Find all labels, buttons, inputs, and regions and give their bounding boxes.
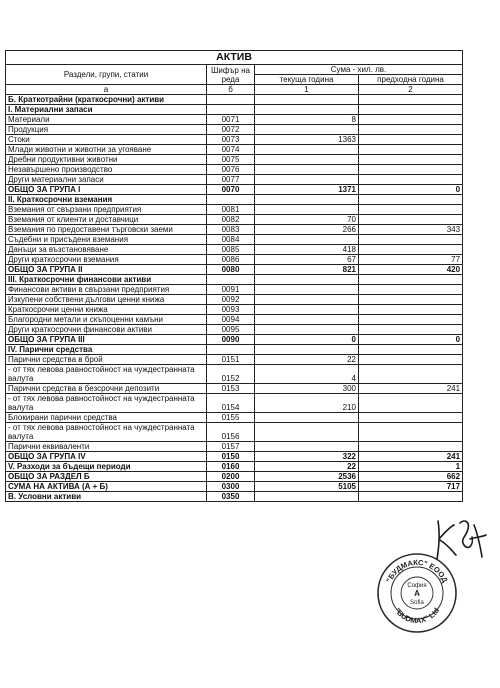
row-label: Дребни продуктивни животни	[6, 155, 207, 165]
row-current-year	[255, 175, 359, 185]
table-row	[6, 413, 463, 423]
table-row	[6, 205, 463, 215]
row-label: Материали	[6, 115, 207, 125]
table-row	[6, 442, 463, 452]
row-current-year: 70	[255, 215, 359, 225]
row-previous-year	[359, 105, 463, 115]
row-code: 0157	[207, 442, 255, 452]
row-label: Изкупени собствени дългови ценни книжа	[6, 295, 207, 305]
row-previous-year	[359, 413, 463, 423]
svg-text:"BUDMAX" Ltd: "BUDMAX" Ltd	[392, 606, 442, 626]
row-current-year: 8	[255, 115, 359, 125]
table-row	[6, 135, 463, 145]
table-row	[6, 145, 463, 155]
row-current-year	[255, 95, 359, 105]
row-label: Незавършено производство	[6, 165, 207, 175]
row-code: 0076	[207, 165, 255, 175]
row-label: Съдебни и присъдени вземания	[6, 235, 207, 245]
row-code: 0084	[207, 235, 255, 245]
row-label: Блокирани парични средства	[6, 413, 207, 423]
row-current-year	[255, 165, 359, 175]
row-code: 0300	[207, 482, 255, 492]
row-previous-year	[359, 442, 463, 452]
row-current-year: 0	[255, 335, 359, 345]
header-index-1: 1	[255, 85, 359, 95]
row-current-year: 4	[255, 365, 359, 384]
row-previous-year	[359, 365, 463, 384]
row-code: 0092	[207, 295, 255, 305]
row-current-year	[255, 492, 359, 502]
row-current-year: 418	[255, 245, 359, 255]
row-current-year	[255, 413, 359, 423]
table-row	[6, 125, 463, 135]
row-previous-year: 662	[359, 472, 463, 482]
row-label: Финансови активи в свързани предприятия	[6, 285, 207, 295]
row-label: Стоки	[6, 135, 207, 145]
row-previous-year	[359, 215, 463, 225]
row-previous-year: 343	[359, 225, 463, 235]
assets-table	[5, 50, 463, 502]
table-row	[6, 384, 463, 394]
row-label: I. Материални запаси	[6, 105, 207, 115]
row-current-year	[255, 145, 359, 155]
table-row	[6, 215, 463, 225]
row-current-year: 2536	[255, 472, 359, 482]
row-current-year: 67	[255, 255, 359, 265]
table-row	[6, 275, 463, 285]
row-code: 0154	[207, 394, 255, 413]
row-label: Парични еквиваленти	[6, 442, 207, 452]
row-code: 0094	[207, 315, 255, 325]
svg-text:A: A	[414, 589, 420, 598]
row-current-year	[255, 275, 359, 285]
row-current-year: 22	[255, 355, 359, 365]
table-row	[6, 315, 463, 325]
row-previous-year	[359, 95, 463, 105]
row-previous-year	[359, 275, 463, 285]
row-label: ОБЩО ЗА ГРУПА IV	[6, 452, 207, 462]
row-label: ОБЩО ЗА ГРУПА II	[6, 265, 207, 275]
row-code: 0155	[207, 413, 255, 423]
table-row	[6, 423, 463, 442]
table-row	[6, 492, 463, 502]
row-previous-year	[359, 125, 463, 135]
row-code	[207, 345, 255, 355]
row-current-year	[255, 442, 359, 452]
table-row	[6, 325, 463, 335]
row-current-year	[255, 235, 359, 245]
row-code	[207, 105, 255, 115]
table-row	[6, 295, 463, 305]
row-previous-year: 241	[359, 384, 463, 394]
row-code: 0072	[207, 125, 255, 135]
row-current-year	[255, 155, 359, 165]
row-label: Други краткосрочни вземания	[6, 255, 207, 265]
svg-text:Sofia: Sofia	[410, 600, 424, 606]
row-previous-year	[359, 295, 463, 305]
row-previous-year	[359, 325, 463, 335]
row-previous-year	[359, 305, 463, 315]
row-label: Вземания от клиенти и доставчици	[6, 215, 207, 225]
row-code: 0071	[207, 115, 255, 125]
company-stamp	[376, 552, 458, 634]
table-row	[6, 105, 463, 115]
row-previous-year	[359, 492, 463, 502]
row-code: 0083	[207, 225, 255, 235]
row-previous-year: 1	[359, 462, 463, 472]
row-code: 0080	[207, 265, 255, 275]
row-current-year: 1363	[255, 135, 359, 145]
row-label: - от тях левова равностойност на чуждестранната валута	[6, 394, 207, 413]
row-label: V. Разходи за бъдещи периоди	[6, 462, 207, 472]
row-previous-year	[359, 394, 463, 413]
row-current-year: 22	[255, 462, 359, 472]
row-code: 0090	[207, 335, 255, 345]
row-current-year	[255, 295, 359, 305]
row-previous-year	[359, 355, 463, 365]
row-label: Б. Краткотрайни (краткосрочни) активи	[6, 95, 207, 105]
row-label: Вземания от свързани предприятия	[6, 205, 207, 215]
table-row	[6, 335, 463, 345]
table-row	[6, 472, 463, 482]
row-previous-year	[359, 165, 463, 175]
table-row	[6, 365, 463, 384]
row-label: Парични средства в брой	[6, 355, 207, 365]
header-previous-year: предходна година	[359, 75, 463, 85]
table-row	[6, 155, 463, 165]
row-previous-year	[359, 285, 463, 295]
table-row	[6, 355, 463, 365]
header-index-b: б	[207, 85, 255, 95]
row-previous-year	[359, 345, 463, 355]
row-label: Други материални запаси	[6, 175, 207, 185]
row-label: Данъци за възстановяване	[6, 245, 207, 255]
row-code: 0152	[207, 365, 255, 384]
row-previous-year	[359, 235, 463, 245]
row-current-year: 210	[255, 394, 359, 413]
row-code: 0081	[207, 205, 255, 215]
row-label: - от тях левова равностойност на чуждестранната валута	[6, 365, 207, 384]
table-row	[6, 175, 463, 185]
row-label: Парични средства в безсрочни депозити	[6, 384, 207, 394]
row-previous-year	[359, 195, 463, 205]
row-previous-year: 717	[359, 482, 463, 492]
table-row	[6, 165, 463, 175]
row-current-year	[255, 305, 359, 315]
row-current-year: 5105	[255, 482, 359, 492]
table-row	[6, 115, 463, 125]
row-label: Продукция	[6, 125, 207, 135]
row-current-year: 821	[255, 265, 359, 275]
row-label: Благородни метали и скъпоценни камъни	[6, 315, 207, 325]
row-current-year	[255, 125, 359, 135]
header-current-year: текуща година	[255, 75, 359, 85]
table-row	[6, 235, 463, 245]
row-current-year	[255, 315, 359, 325]
row-current-year	[255, 285, 359, 295]
row-previous-year	[359, 423, 463, 442]
row-label: В. Условни активи	[6, 492, 207, 502]
table-row	[6, 482, 463, 492]
row-code: 0153	[207, 384, 255, 394]
table-row	[6, 245, 463, 255]
table-row	[6, 345, 463, 355]
row-label: II. Краткосрочни вземания	[6, 195, 207, 205]
row-previous-year: 0	[359, 185, 463, 195]
table-row	[6, 462, 463, 472]
row-code	[207, 195, 255, 205]
svg-text:София: София	[407, 583, 427, 589]
row-label: Вземания по предоставени търговски заеми	[6, 225, 207, 235]
row-previous-year: 0	[359, 335, 463, 345]
row-code: 0200	[207, 472, 255, 482]
row-label: ОБЩО ЗА ГРУПА I	[6, 185, 207, 195]
table-title: АКТИВ	[6, 51, 463, 65]
row-code: 0075	[207, 155, 255, 165]
row-label: III. Краткосрочни финансови активи	[6, 275, 207, 285]
table-row	[6, 265, 463, 275]
row-previous-year	[359, 155, 463, 165]
row-previous-year	[359, 145, 463, 155]
row-code: 0091	[207, 285, 255, 295]
row-previous-year: 77	[359, 255, 463, 265]
table-row	[6, 285, 463, 295]
row-label: IV. Парични средства	[6, 345, 207, 355]
header-index-2: 2	[359, 85, 463, 95]
row-current-year	[255, 205, 359, 215]
row-code: 0074	[207, 145, 255, 155]
row-code: 0086	[207, 255, 255, 265]
row-previous-year	[359, 245, 463, 255]
row-label: ОБЩО ЗА РАЗДЕЛ Б	[6, 472, 207, 482]
table-row	[6, 185, 463, 195]
row-current-year: 322	[255, 452, 359, 462]
row-code: 0093	[207, 305, 255, 315]
row-current-year	[255, 325, 359, 335]
row-label: ОБЩО ЗА ГРУПА III	[6, 335, 207, 345]
row-code: 0073	[207, 135, 255, 145]
row-code: 0151	[207, 355, 255, 365]
row-code: 0095	[207, 325, 255, 335]
balance-sheet	[5, 50, 462, 502]
row-code: 0077	[207, 175, 255, 185]
header-code: Шифър на реда	[207, 65, 255, 85]
header-section: Раздели, групи, статии	[6, 65, 207, 85]
table-row	[6, 95, 463, 105]
row-previous-year	[359, 205, 463, 215]
row-current-year	[255, 345, 359, 355]
row-code: 0160	[207, 462, 255, 472]
header-index-a: а	[6, 85, 207, 95]
row-code: 0085	[207, 245, 255, 255]
row-code	[207, 95, 255, 105]
table-row	[6, 452, 463, 462]
row-code: 0150	[207, 452, 255, 462]
row-code: 0070	[207, 185, 255, 195]
row-previous-year	[359, 175, 463, 185]
row-label: Млади животни и животни за угояване	[6, 145, 207, 155]
row-previous-year: 420	[359, 265, 463, 275]
row-label: - от тях левова равностойност на чуждестранната валута	[6, 423, 207, 442]
row-code: 0082	[207, 215, 255, 225]
row-current-year: 1371	[255, 185, 359, 195]
row-code: 0156	[207, 423, 255, 442]
row-previous-year	[359, 135, 463, 145]
row-current-year: 300	[255, 384, 359, 394]
row-current-year	[255, 195, 359, 205]
table-row	[6, 305, 463, 315]
header-amount: Сума - хил. лв.	[255, 65, 463, 75]
row-previous-year	[359, 315, 463, 325]
row-code: 0350	[207, 492, 255, 502]
table-row	[6, 195, 463, 205]
row-previous-year: 241	[359, 452, 463, 462]
svg-text:"БУДМАКС" ЕООД: "БУДМАКС" ЕООД	[384, 557, 450, 584]
row-previous-year	[359, 115, 463, 125]
row-label: Краткосрочни ценни книжа	[6, 305, 207, 315]
row-current-year	[255, 423, 359, 442]
row-current-year: 266	[255, 225, 359, 235]
row-label: СУМА НА АКТИВА (А + Б)	[6, 482, 207, 492]
table-row	[6, 225, 463, 235]
table-row	[6, 394, 463, 413]
table-row	[6, 255, 463, 265]
row-label: Други краткосрочни финансови активи	[6, 325, 207, 335]
row-code	[207, 275, 255, 285]
row-current-year	[255, 105, 359, 115]
